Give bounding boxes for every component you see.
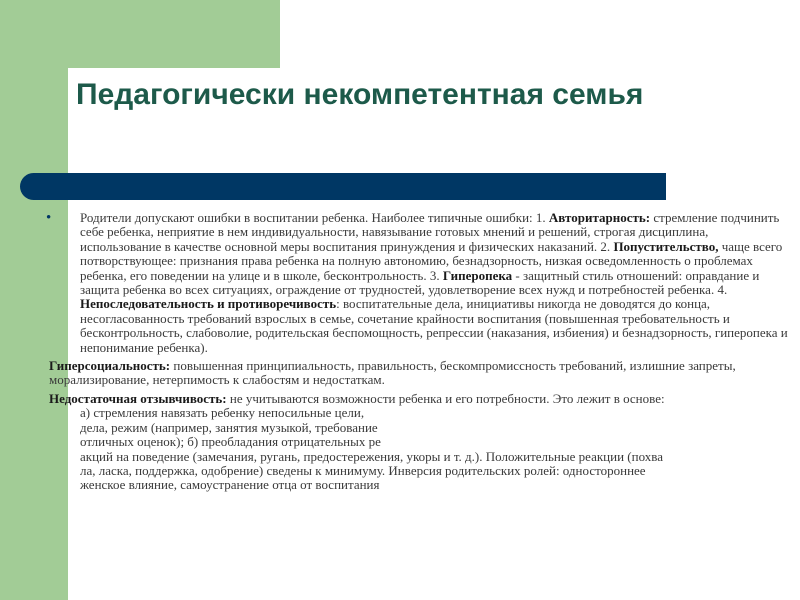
decorative-header-bar — [20, 173, 666, 200]
unresponsive-term: Недостаточная отзывчивость: — [49, 390, 227, 406]
permissive-text: чаще всего потворствующее: признания права ребенка на полную автономию, безнадзорность, низкая осведомленность о проблемах ребенка, его поведении на улице и в школе, бесконтрольность. 3. — [80, 238, 783, 283]
unresponsive-line-3: отличных оценок); б) преобладания отрицательных ре — [80, 434, 381, 450]
hypersocial-text: повышенная принципиальность, правильность, бескомпромиссность требований, излишние запреты, морализирование, нетерпимость к слабостям и недостаткам. — [49, 358, 736, 388]
overprotect-term: Гиперопека — [442, 267, 513, 283]
unresponsive-paragraph — [49, 392, 792, 493]
inconsistency-text: : воспитательные дела, инициативы никогда не доводятся до конца, несогласованность требований взрослых в семье, сочетание крайности воспитания (повышенная требовательность и бесконтрольность, слабоволие, родительская беспомощность, репрессии (наказания, избиения) и безнадзорность, гиперопека и непонимание ребенка). — [80, 296, 788, 355]
slide-content — [40, 211, 792, 493]
slide-title: Педагогически некомпетентная семья — [76, 78, 644, 111]
unresponsive-line-4: акций на поведение (замечания, ругань, предостережения, укоры и т. д.). Положительные реакции (похва — [80, 448, 663, 464]
hypersocial-paragraph — [49, 359, 792, 388]
unresponsive-line-2: дела, режим (например, занятия музыкой, требование — [80, 419, 378, 435]
authoritarian-text: стремление подчинить себе ребенка, неприятие в нем индивидуальности, навязывание готовых мнений и решений, строгая дисциплина, использование в качестве основной меры воспитания принуждения и физических наказаний. 2. — [80, 210, 780, 254]
inconsistency-term: Непоследовательность и противоречивость — [80, 296, 337, 312]
unresponsive-line-5: ла, ласка, поддержка, одобрение) сведены к минимуму. Инверсия родительских ролей: одностороннее — [80, 462, 646, 478]
overprotect-text: - защитный стиль отношений: оправдание и защита ребенка во всех ситуациях, ограждение от трудностей, удовлетворение всех нужд и потребностей ребенка. 4. — [80, 267, 760, 298]
hypersocial-term: Гиперсоциальность: — [49, 358, 171, 374]
unresponsive-text: не учитываются возможности ребенка и его потребности. Это лежит в основе: — [226, 390, 665, 406]
permissive-term: Попустительство, — [613, 238, 719, 254]
main-bullet — [40, 211, 792, 355]
bullet-icon: • — [46, 210, 52, 226]
intro-text: Родители допускают ошибки в воспитании ребенка. Наиболее типичные ошибки: 1. — [80, 210, 549, 225]
authoritarian-term: Авторитарность: — [548, 210, 651, 225]
unresponsive-line-1: а) стремления навязать ребенку непосильные цели, — [80, 405, 365, 421]
unresponsive-line-6: женское влияние, самоустранение отца от воспитания — [80, 477, 380, 493]
